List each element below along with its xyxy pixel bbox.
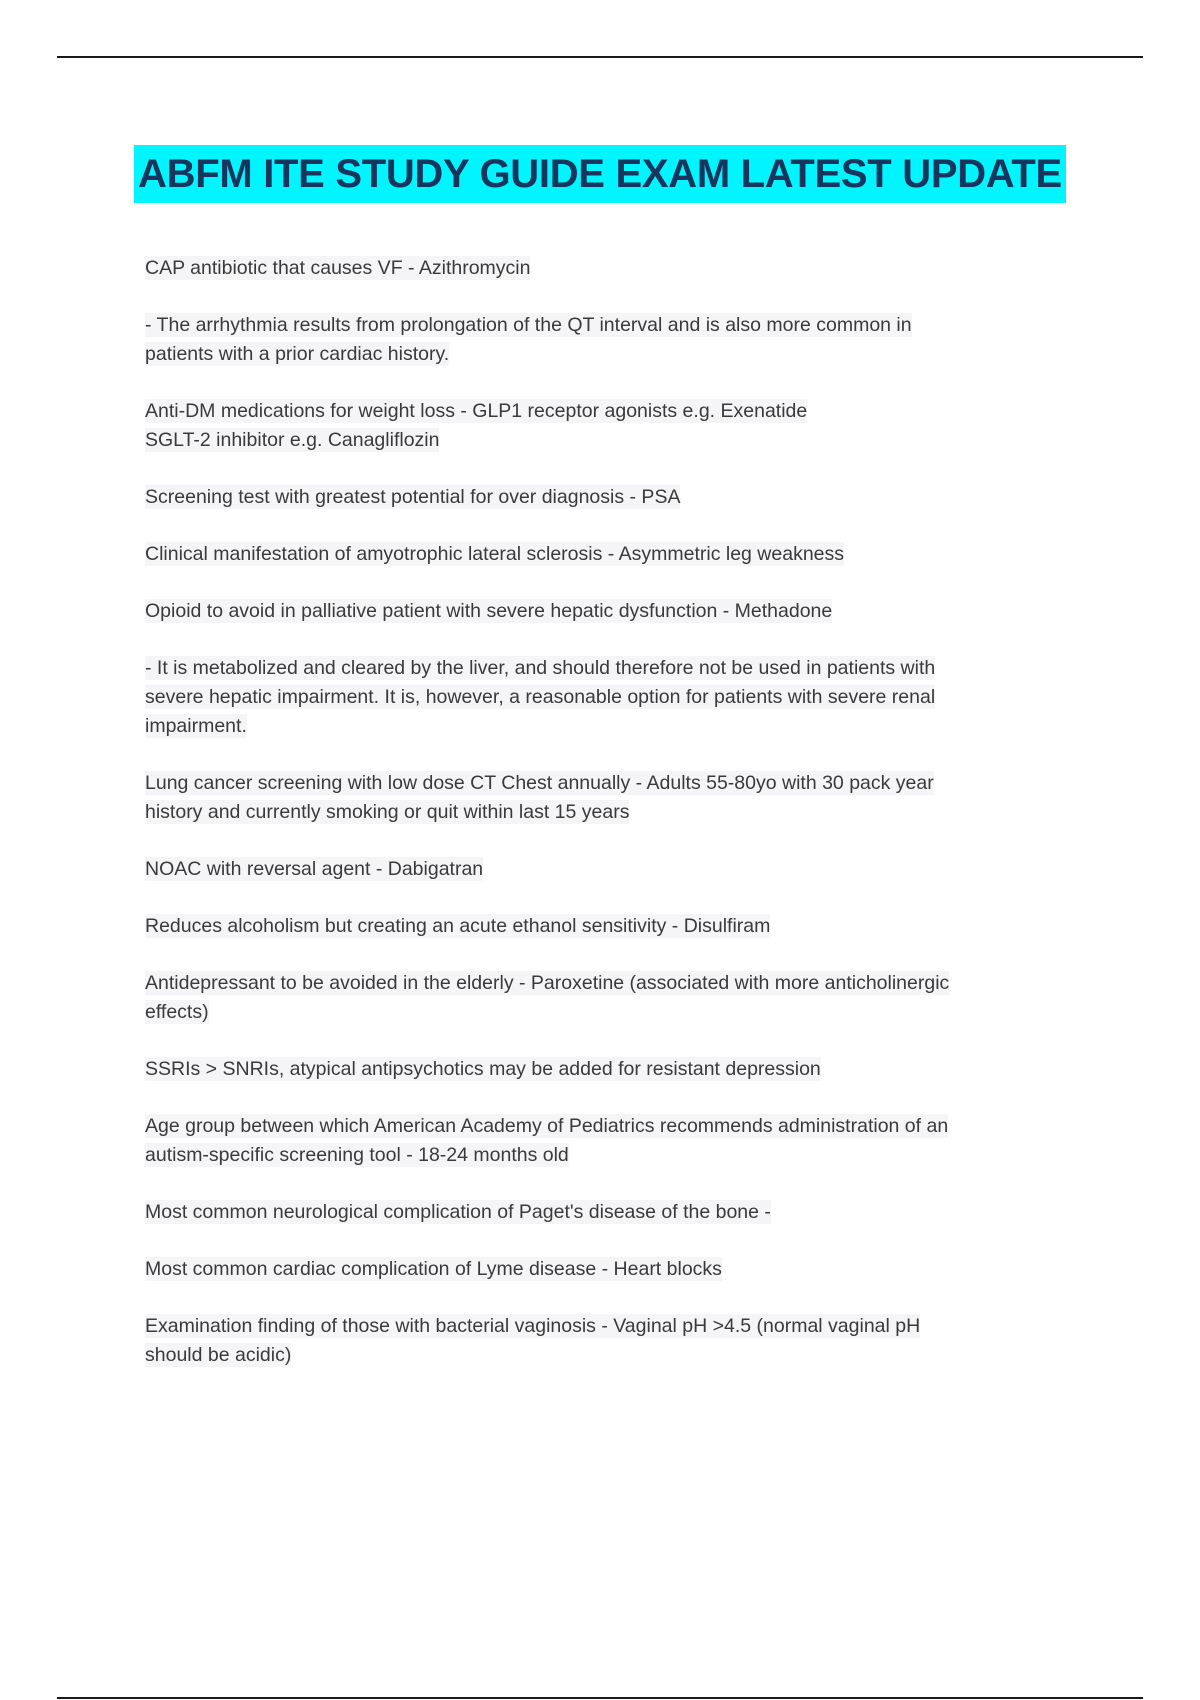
study-entry <box>145 855 1085 884</box>
study-entry <box>145 654 1085 741</box>
entry-line: Anti-DM medications for weight loss - GLP1 receptor agonists e.g. Exenatide <box>145 400 808 422</box>
entry-line: Antidepressant to be avoided in the elderly - Paroxetine (associated with more anticholinergic <box>145 972 950 994</box>
entry-line: Reduces alcoholism but creating an acute ethanol sensitivity - Disulfiram <box>145 915 771 937</box>
entry-line: Examination finding of those with bacterial vaginosis - Vaginal pH >4.5 (normal vaginal pH <box>145 1315 921 1337</box>
study-entry <box>145 912 1085 941</box>
study-entry <box>145 1112 1085 1170</box>
entry-line: Clinical manifestation of amyotrophic lateral sclerosis - Asymmetric leg weakness <box>145 543 845 565</box>
study-guide-body <box>145 254 1085 1398</box>
study-entry <box>145 1312 1085 1370</box>
entry-line: impairment. <box>145 715 247 737</box>
entry-line: - It is metabolized and cleared by the liver, and should therefore not be used in patients with <box>145 657 936 679</box>
entry-line: SGLT-2 inhibitor e.g. Canagliflozin <box>145 429 440 451</box>
study-entry <box>145 254 1085 283</box>
study-entry <box>145 483 1085 512</box>
entry-line: Age group between which American Academy of Pediatrics recommends administration of an <box>145 1115 949 1137</box>
study-entry <box>145 769 1085 827</box>
study-entry <box>145 1198 1085 1227</box>
entry-line: autism-specific screening tool - 18-24 months old <box>145 1144 569 1166</box>
entry-line: history and currently smoking or quit within last 15 years <box>145 801 630 823</box>
entry-line: SSRIs > SNRIs, atypical antipsychotics may be added for resistant depression <box>145 1058 821 1080</box>
entry-line: should be acidic) <box>145 1344 292 1366</box>
study-entry <box>145 1055 1085 1084</box>
entry-line: effects) <box>145 1001 209 1023</box>
top-rule <box>57 56 1143 58</box>
study-entry <box>145 397 1085 455</box>
entry-line: patients with a prior cardiac history. <box>145 343 450 365</box>
entry-line: NOAC with reversal agent - Dabigatran <box>145 858 484 880</box>
entry-line: severe hepatic impairment. It is, however, a reasonable option for patients with severe renal <box>145 686 936 708</box>
entry-line: CAP antibiotic that causes VF - Azithromycin <box>145 257 531 279</box>
entry-line: Most common neurological complication of Paget's disease of the bone - <box>145 1201 771 1223</box>
bottom-rule <box>57 1697 1143 1699</box>
title-container <box>0 145 1200 203</box>
entry-line: - The arrhythmia results from prolongation of the QT interval and is also more common in <box>145 314 912 336</box>
study-entry <box>145 540 1085 569</box>
entry-line: Opioid to avoid in palliative patient with severe hepatic dysfunction - Methadone <box>145 600 833 622</box>
study-entry <box>145 969 1085 1027</box>
study-entry <box>145 597 1085 626</box>
entry-line: Screening test with greatest potential for over diagnosis - PSA <box>145 486 681 508</box>
study-entry <box>145 311 1085 369</box>
study-entry <box>145 1255 1085 1284</box>
document-title: ABFM ITE STUDY GUIDE EXAM LATEST UPDATE <box>134 145 1066 203</box>
entry-line: Lung cancer screening with low dose CT Chest annually - Adults 55-80yo with 30 pack year <box>145 772 934 794</box>
entry-line: Most common cardiac complication of Lyme disease - Heart blocks <box>145 1258 722 1280</box>
